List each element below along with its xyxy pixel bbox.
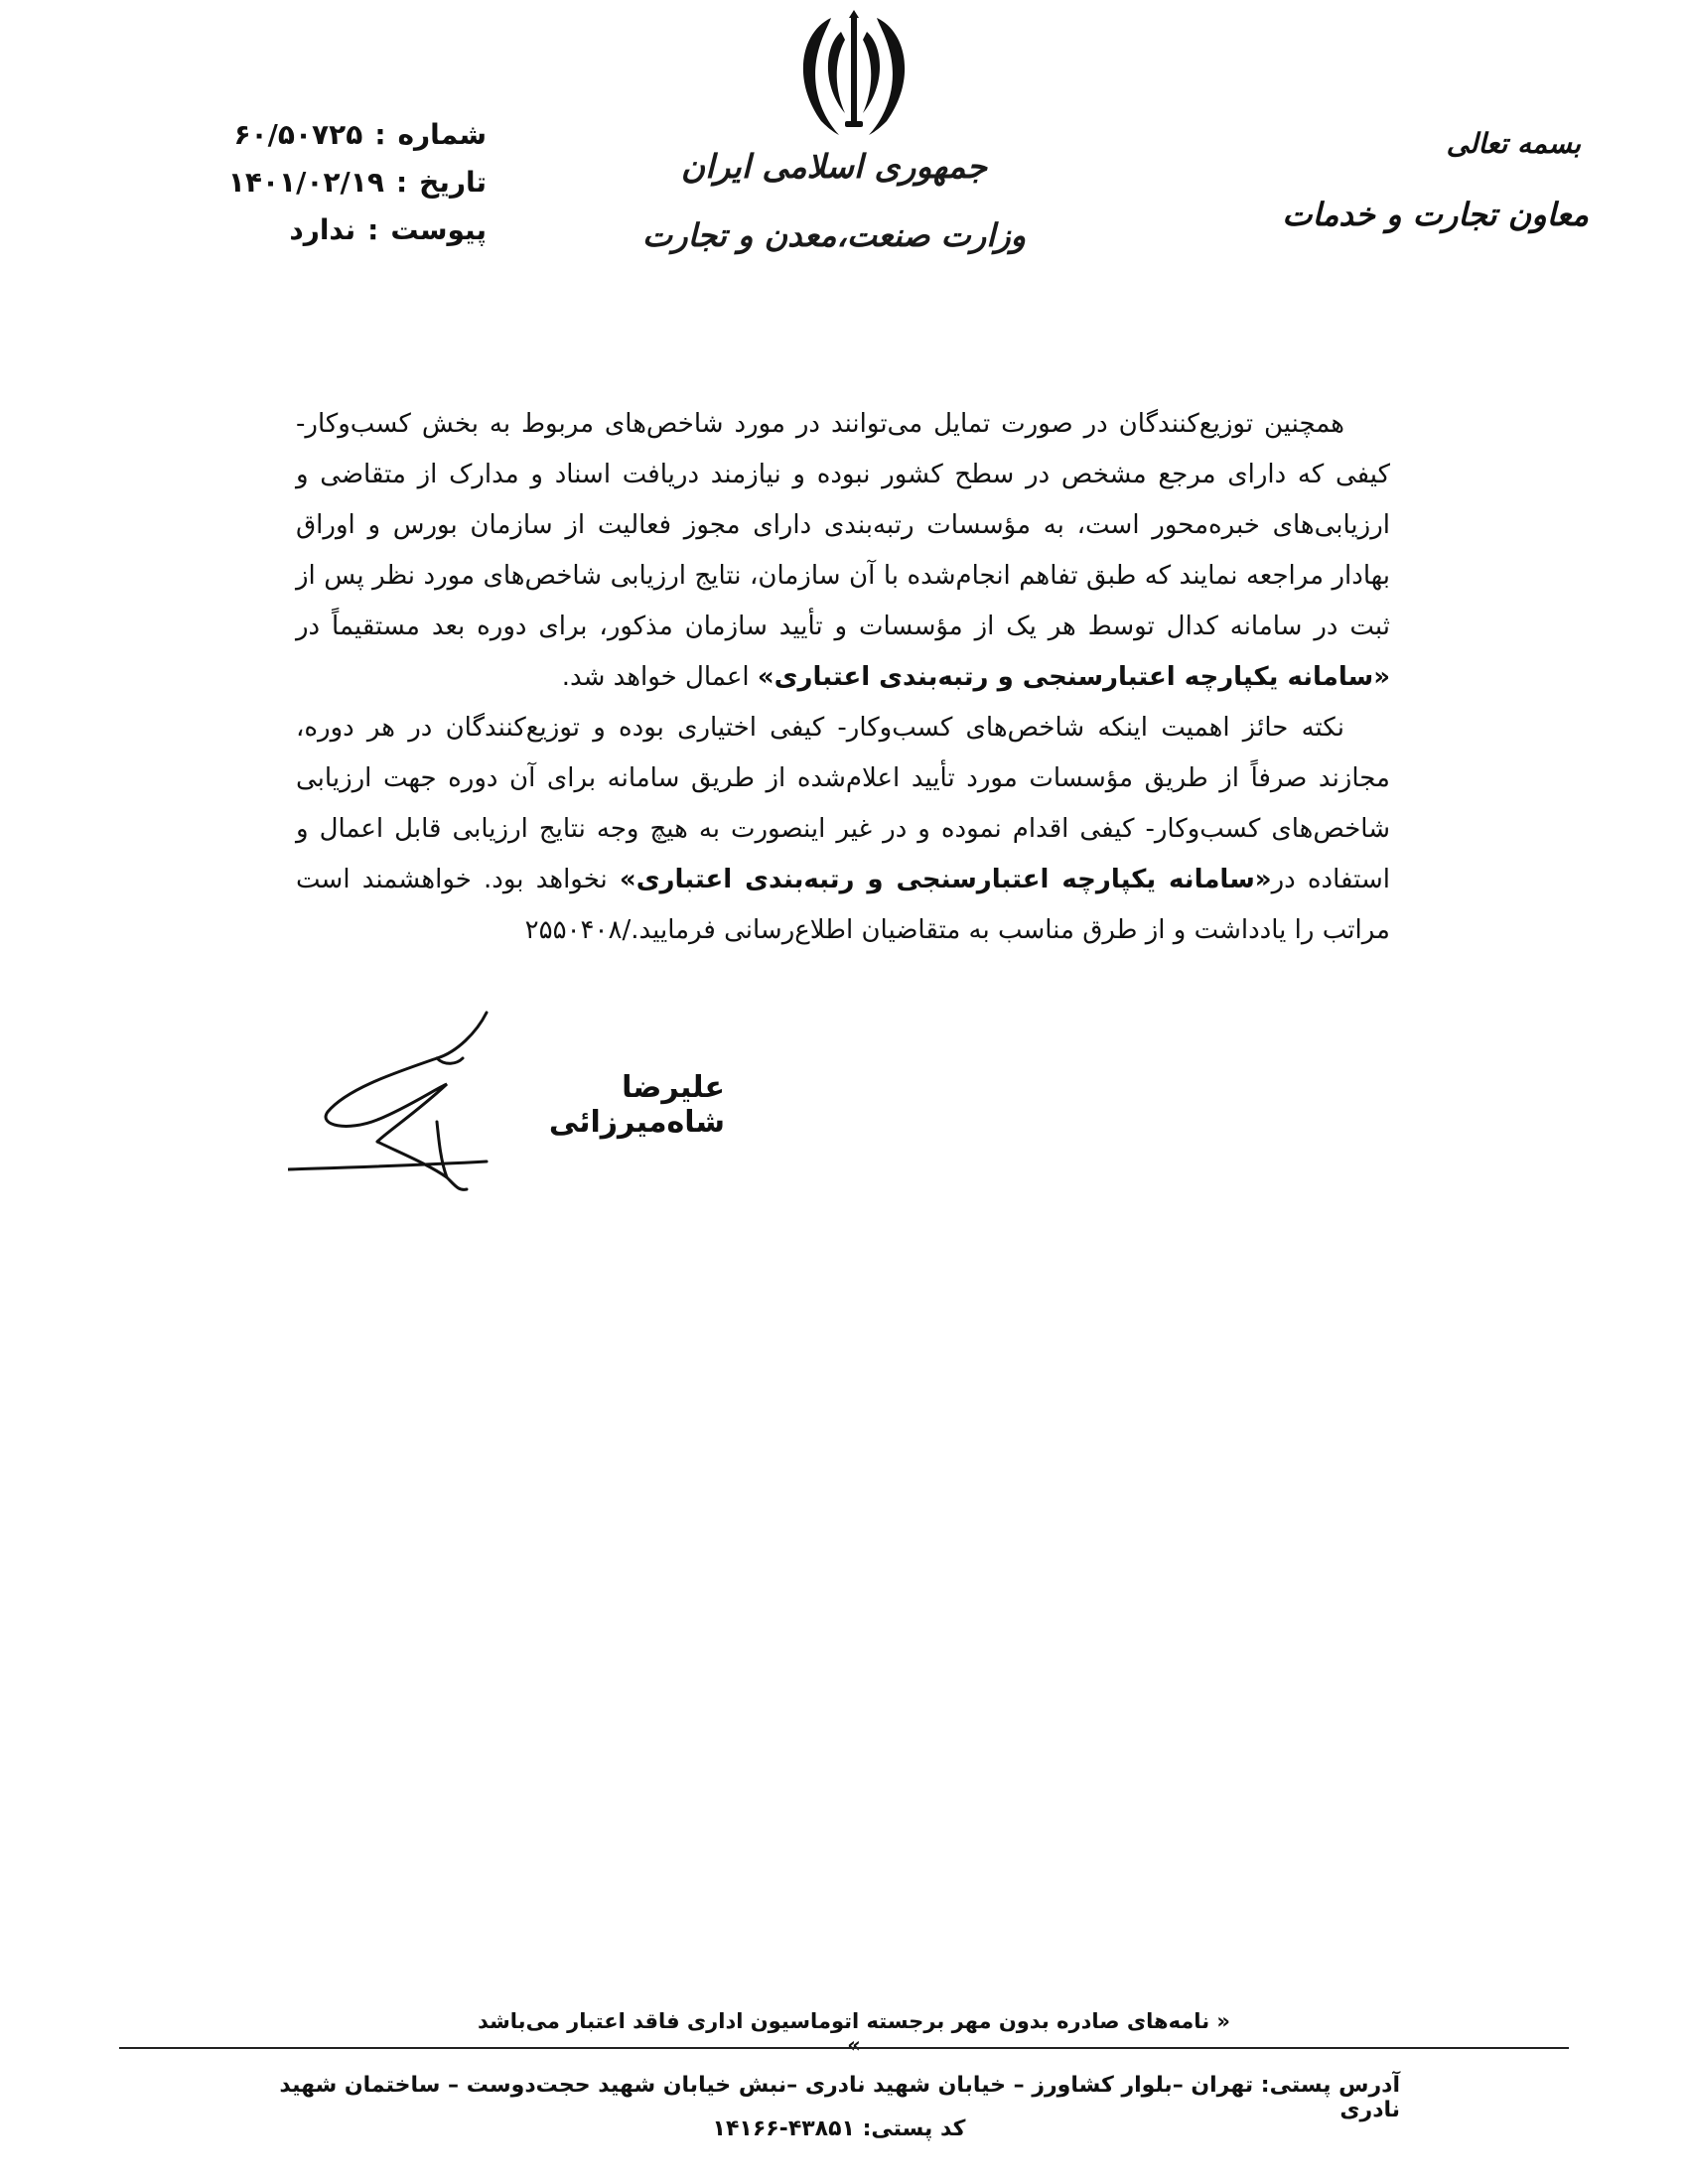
- body-text-segment: نکته حائز اهمیت اینکه شاخص‌های کسب‌وکار- کیفی اختیاری بوده و توزیع‌کنندگان در هر دوره، مجازند صرفاً از طریق مؤسسات مورد تأیید اعلام‌شده از طریق سامانه برای آن دوره جهت ارزیابی شاخص‌های کسب‌وکار- کیفی اقدام نموده و در غیر اینصورت به هیچ وجه نتایج ارزیابی قابل اعمال و استفاده در: [296, 713, 1390, 894]
- body-paragraph: [296, 399, 1390, 703]
- letter-attachment-label: پیوست: [390, 213, 487, 246]
- body-paragraph: [296, 703, 1390, 956]
- footer-note: « نامه‌های صادره بدون مهر برجسته اتوماسیون اداری فاقد اعتبار می‌باشد »: [478, 2009, 1230, 2057]
- body-text-segment: همچنین توزیع‌کنندگان در صورت تمایل می‌توانند در مورد شاخص‌های مربوط به بخش کسب‌وکار- کیفی که دارای مرجع مشخص در سطح کشور نبوده و نیازمند دریافت اسناد و مدارک از متقاضی و ارزیابی‌های خبره‌محور است، به مؤسسات رتبه‌بندی دارای مجوز فعالیت از سازمان بورس و اوراق بهادار مراجعه نمایند که طبق تفاهم انجام‌شده با آن سازمان، نتایج ارزیابی شاخص‌های مورد نظر پس از ثبت در سامانه کدال توسط هر یک از مؤسسات و تأیید سازمان مذکور، برای دوره بعد مستقیماً در: [296, 409, 1390, 641]
- letter-date-value: ۱۴۰۱/۰۲/۱۹: [227, 166, 384, 199]
- body-text-segment: اعمال خواهد شد.: [561, 662, 758, 692]
- letter-number-value: ۶۰/۵۰۷۲۵: [233, 118, 363, 151]
- separator: :: [367, 213, 379, 246]
- footer-divider: [119, 2047, 1569, 2049]
- republic-title: جمهوری اسلامی ایران: [680, 147, 988, 186]
- postal-address: آدرس پستی: تهران –بلوار کشاورز – خیابان شهید نادری –نبش خیابان شهید حجت‌دوست – ساختمان شهید نادری: [279, 2073, 1400, 2122]
- signer-name: علیرضا شاه‌میرزائی: [548, 1070, 725, 1140]
- system-name-bold: «سامانه یکپارچه اعتبارسنجی و رتبه‌بندی اعتباری»: [619, 865, 1272, 894]
- basmala: بسمه تعالی: [1446, 127, 1581, 160]
- letter-number-label: شماره: [397, 118, 487, 151]
- system-name-bold: «سامانه یکپارچه اعتبارسنجی و رتبه‌بندی اعتباری»: [757, 662, 1390, 692]
- letter-body: [296, 399, 1390, 956]
- iran-emblem-icon: [779, 10, 928, 139]
- letter-attachment-value: ندارد: [289, 213, 356, 246]
- letter-date-row: [209, 159, 487, 206]
- postal-code: کد پستی: ۴۳۸۵۱-۱۴۱۶۶: [712, 2116, 966, 2141]
- letter-meta: [209, 111, 487, 254]
- body-text-segment: نخواهد بود. خواهشمند است مراتب را یادداشت و از طرق مناسب به متقاضیان اطلاع‌رسانی فرمایید./۲۵۵۰۴۰۸: [296, 865, 1390, 945]
- letter-date-label: تاریخ: [419, 166, 487, 199]
- separator: :: [374, 118, 386, 151]
- deputy-title: معاون تجارت و خدمات: [1282, 196, 1589, 233]
- letter-number-row: [209, 111, 487, 159]
- letter-attachment-row: [209, 206, 487, 254]
- separator: :: [395, 166, 408, 199]
- ministry-title: وزارت صنعت،معدن و تجارت: [641, 216, 1027, 254]
- sender-block: [1231, 127, 1589, 233]
